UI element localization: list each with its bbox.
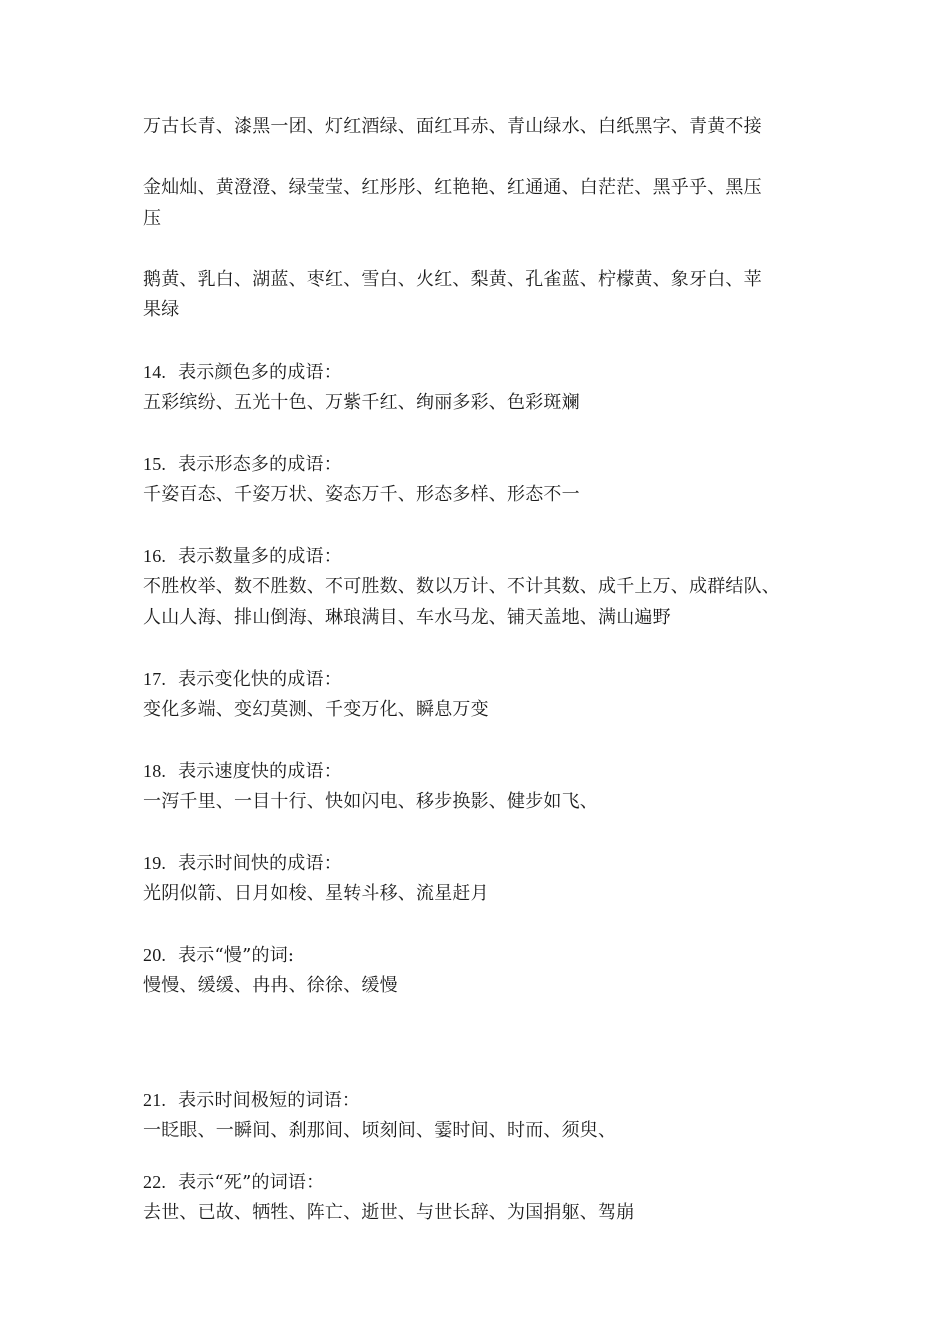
section-16-line-2: 人山人海、排山倒海、琳琅满目、车水马龙、铺天盖地、满山遍野 (143, 607, 671, 628)
section-title: 表示速度快的成语： (178, 761, 342, 782)
section-heading-16 (143, 541, 342, 572)
section-number: 22. (143, 1172, 167, 1192)
colors-nouns-line-2: 果绿 (143, 299, 180, 320)
section-title: 表示时间极短的词语： (178, 1090, 361, 1111)
section-heading-19 (143, 848, 342, 879)
section-number: 16. (143, 546, 167, 566)
section-21-line-1: 一眨眼、一瞬间、刹那间、顷刻间、霎时间、时而、须臾、 (143, 1120, 617, 1141)
colors-idioms-line: 万古长青、漆黑一团、灯红酒绿、面红耳赤、青山绿水、白纸黑字、青黄不接 (143, 116, 762, 137)
section-title: 表示形态多的成语： (178, 454, 342, 475)
section-number: 15. (143, 454, 167, 474)
colors-abb-line-2: 压 (143, 208, 162, 229)
section-number: 21. (143, 1090, 167, 1110)
section-title: 表示“死”的词语： (178, 1172, 325, 1193)
section-heading-21 (143, 1085, 360, 1116)
section-title: 表示数量多的成语： (178, 546, 342, 567)
section-15-line-1: 千姿百态、千姿万状、姿态万千、形态多样、形态不一 (143, 484, 580, 505)
section-heading-15 (143, 449, 342, 480)
section-number: 17. (143, 669, 167, 689)
section-number: 18. (143, 761, 167, 781)
section-title: 表示颜色多的成语： (178, 362, 342, 383)
section-number: 14. (143, 362, 167, 382)
colors-abb-line-1: 金灿灿、黄澄澄、绿莹莹、红彤彤、红艳艳、红通通、白茫茫、黑乎乎、黑压 (143, 177, 762, 198)
section-heading-22 (143, 1167, 324, 1198)
section-number: 19. (143, 853, 167, 873)
section-17-line-1: 变化多端、变幻莫测、千变万化、瞬息万变 (143, 699, 489, 720)
section-14-line-1: 五彩缤纷、五光十色、万紫千红、绚丽多彩、色彩斑斓 (143, 392, 580, 413)
section-number: 20. (143, 945, 167, 965)
section-heading-17 (143, 664, 342, 695)
colors-nouns-line-1: 鹅黄、乳白、湖蓝、枣红、雪白、火红、梨黄、孔雀蓝、柠檬黄、象牙白、苹 (143, 269, 762, 290)
section-22-line-1: 去世、已故、牺牲、阵亡、逝世、与世长辞、为国捐躯、驾崩 (143, 1202, 635, 1223)
section-heading-20 (143, 940, 294, 971)
section-heading-14 (143, 357, 342, 388)
section-title: 表示变化快的成语： (178, 669, 342, 690)
section-16-line-1: 不胜枚举、数不胜数、不可胜数、数以万计、不计其数、成千上万、成群结队、 (143, 576, 780, 597)
section-title: 表示时间快的成语： (178, 853, 342, 874)
section-20-line-1: 慢慢、缓缓、冉冉、徐徐、缓慢 (143, 975, 398, 996)
section-title: 表示“慢”的词: (178, 945, 295, 966)
section-19-line-1: 光阴似箭、日月如梭、星转斗移、流星赶月 (143, 883, 489, 904)
section-heading-18 (143, 756, 342, 787)
section-18-line-1: 一泻千里、一目十行、快如闪电、移步换影、健步如飞、 (143, 791, 598, 812)
